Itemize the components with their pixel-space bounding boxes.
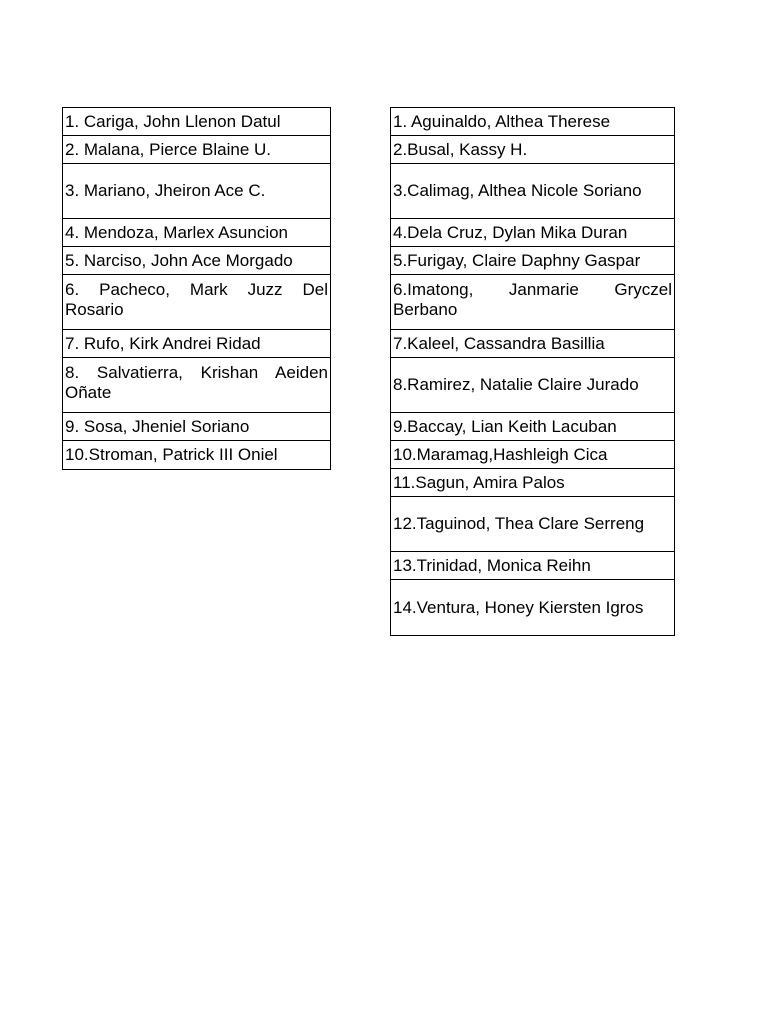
student-name: 2.Busal, Kassy H.: [393, 139, 528, 159]
roster-table-left: [62, 107, 331, 470]
roster-row: [391, 497, 674, 552]
roster-row: [63, 330, 330, 358]
roster-row: [391, 580, 674, 635]
roster-row: [63, 275, 330, 330]
student-name: 3. Mariano, Jheiron Ace C.: [65, 181, 266, 200]
student-name: 5.Furigay, Claire Daphny Gaspar: [393, 250, 641, 270]
student-name: 1. Aguinaldo, Althea Therese: [393, 111, 611, 131]
roster-row: [391, 552, 674, 580]
roster-row: [391, 358, 674, 413]
student-name: 9.Baccay, Lian Keith Lacuban: [393, 416, 617, 436]
roster-row: [391, 441, 674, 469]
student-name: 14.Ventura, Honey Kiersten Igros: [393, 597, 644, 617]
roster-row: [391, 275, 674, 330]
roster-row: [63, 247, 330, 275]
roster-row: [63, 136, 330, 164]
roster-row: [63, 219, 330, 247]
student-name: 6.Imatong, Janmarie Gryczel Berbano: [393, 280, 672, 319]
roster-row: [391, 164, 674, 219]
roster-table-right: [390, 107, 675, 636]
roster-row: [391, 413, 674, 441]
roster-row: [63, 413, 330, 441]
student-name: 4. Mendoza, Marlex Asuncion: [65, 222, 289, 242]
student-name: 7. Rufo, Kirk Andrei Ridad: [65, 333, 261, 353]
student-name: 12.Taguinod, Thea Clare Serreng: [393, 514, 645, 533]
student-name: 4.Dela Cruz, Dylan Mika Duran: [393, 222, 628, 242]
student-name: 13.Trinidad, Monica Reihn: [393, 555, 591, 575]
student-name: 10.Stroman, Patrick III Oniel: [65, 445, 278, 464]
student-name: 2. Malana, Pierce Blaine U.: [65, 139, 271, 159]
roster-row: [391, 219, 674, 247]
student-name: 1. Cariga, John Llenon Datul: [65, 111, 281, 131]
student-name: 6. Pacheco, Mark Juzz Del Rosario: [65, 280, 328, 319]
roster-row: [391, 136, 674, 164]
student-name: 9. Sosa, Jheniel Soriano: [65, 416, 250, 436]
student-name: 7.Kaleel, Cassandra Basillia: [393, 333, 605, 353]
roster-row: [391, 108, 674, 136]
roster-row: [63, 164, 330, 219]
roster-row: [391, 469, 674, 497]
student-name: 3.Calimag, Althea Nicole Soriano: [393, 181, 642, 200]
student-name: 8. Salvatierra, Krishan Aeiden Oñate: [65, 363, 328, 402]
student-name: 10.Maramag,Hashleigh Cica: [393, 444, 608, 464]
roster-row: [63, 108, 330, 136]
roster-row: [391, 247, 674, 275]
student-name: 5. Narciso, John Ace Morgado: [65, 250, 293, 270]
roster-row: [63, 358, 330, 413]
roster-row: [391, 330, 674, 358]
student-name: 11.Sagun, Amira Palos: [393, 472, 565, 492]
roster-row: [63, 441, 330, 469]
student-name: 8.Ramirez, Natalie Claire Jurado: [393, 375, 639, 394]
